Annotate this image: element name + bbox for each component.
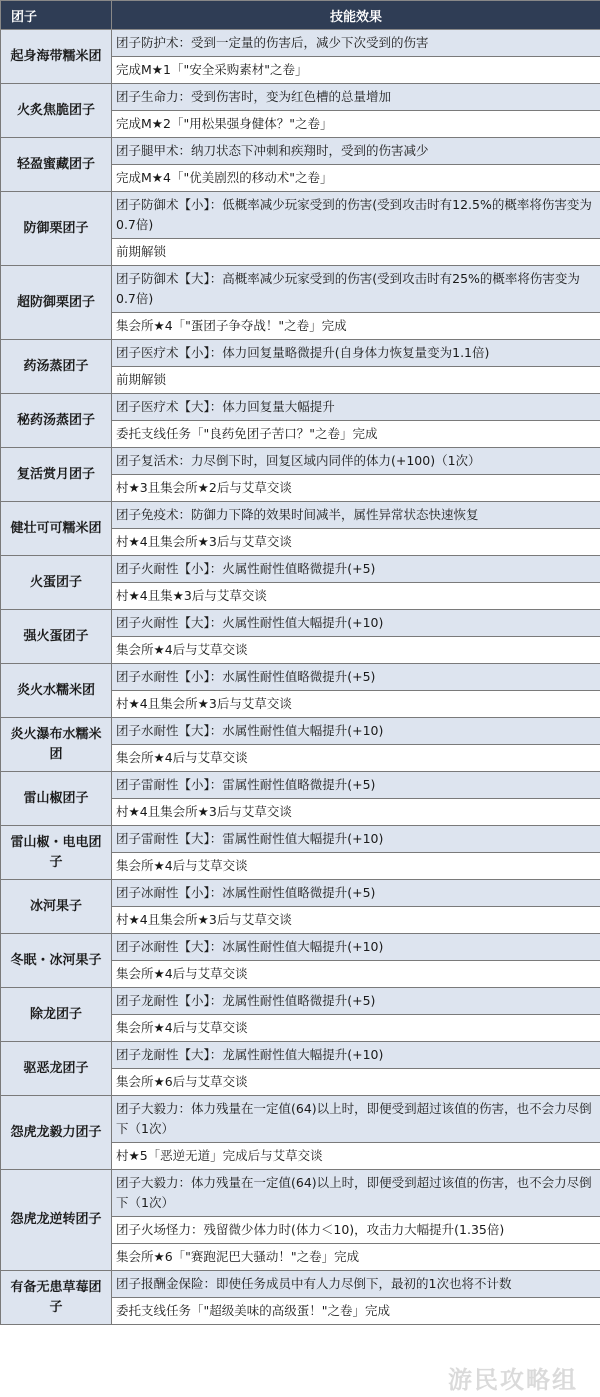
- skill-effect: 团子雷耐性【小】：雷属性耐性值略微提升(+5): [112, 772, 600, 799]
- skill-effect: 团子报酬金保险：即使任务成员中有人力尽倒下，最初的1次也将不计数: [112, 1271, 600, 1298]
- dango-name: 除龙团子: [1, 988, 112, 1042]
- dango-name: 强火蛋团子: [1, 610, 112, 664]
- dango-name: 火炙焦脆团子: [1, 84, 112, 138]
- skill-effect: 团子腿甲术：纳刀状态下冲刺和疾翔时，受到的伤害减少: [112, 138, 600, 165]
- table-row: [1, 1271, 600, 1298]
- dango-name: 雷山椒团子: [1, 772, 112, 826]
- skill-effect: 团子防御术【大】：高概率减少玩家受到的伤害(受到攻击时有25%的概率将伤害变为0.7倍): [112, 266, 600, 313]
- table-row: [1, 826, 600, 853]
- table-header-row: [1, 1, 600, 30]
- skill-effect: 团子水耐性【大】：水属性耐性值大幅提升(+10): [112, 718, 600, 745]
- skill-effect: 团子医疗术【小】：体力回复量略微提升(自身体力恢复量变为1.1倍): [112, 340, 600, 367]
- skill-effect: 团子复活术：力尽倒下时，回复区域内同伴的体力(+100)（1次）: [112, 448, 600, 475]
- unlock-condition: 集会所★4后与艾草交谈: [112, 853, 600, 880]
- dango-name: 怨虎龙毅力团子: [1, 1096, 112, 1170]
- dango-name: 怨虎龙逆转团子: [1, 1170, 112, 1271]
- table-row: [1, 880, 600, 907]
- unlock-condition: 村★4且集会所★3后与艾草交谈: [112, 529, 600, 556]
- dango-name: 药汤蒸团子: [1, 340, 112, 394]
- table-row: [1, 138, 600, 165]
- unlock-condition: 完成M★2「"用松果强身健体？"之卷」: [112, 111, 600, 138]
- skill-effect: 团子生命力：受到伤害时，变为红色槽的总量增加: [112, 84, 600, 111]
- unlock-condition: 完成M★4「"优美剧烈的移动术"之卷」: [112, 165, 600, 192]
- table-row: [1, 718, 600, 745]
- dango-name: 复活赏月团子: [1, 448, 112, 502]
- dango-name: 炎火水糯米团: [1, 664, 112, 718]
- skill-effect: 团子火场怪力：残留微少体力时(体力＜10)，攻击力大幅提升(1.35倍): [112, 1217, 600, 1244]
- skill-effect: 团子龙耐性【小】：龙属性耐性值略微提升(+5): [112, 988, 600, 1015]
- unlock-condition: 村★3且集会所★2后与艾草交谈: [112, 475, 600, 502]
- skill-effect: 团子火耐性【小】：火属性耐性值略微提升(+5): [112, 556, 600, 583]
- header-dango: 团子: [1, 1, 112, 30]
- dango-name: 冬眠・冰河果子: [1, 934, 112, 988]
- unlock-condition: 村★4且集★3后与艾草交谈: [112, 583, 600, 610]
- dango-name: 健壮可可糯米团: [1, 502, 112, 556]
- table-row: [1, 772, 600, 799]
- dango-name: 超防御栗团子: [1, 266, 112, 340]
- skill-effect: 团子医疗术【大】：体力回复量大幅提升: [112, 394, 600, 421]
- dango-name: 起身海带糯米团: [1, 30, 112, 84]
- unlock-condition: 集会所★4后与艾草交谈: [112, 745, 600, 772]
- skill-effect: 团子冰耐性【小】：冰属性耐性值略微提升(+5): [112, 880, 600, 907]
- unlock-condition: 集会所★4「"蛋团子争夺战！"之卷」完成: [112, 313, 600, 340]
- unlock-condition: 集会所★6后与艾草交谈: [112, 1069, 600, 1096]
- table-row: [1, 664, 600, 691]
- table-row: [1, 556, 600, 583]
- table-row: [1, 934, 600, 961]
- skill-effect: 团子龙耐性【大】：龙属性耐性值大幅提升(+10): [112, 1042, 600, 1069]
- unlock-condition: 集会所★4后与艾草交谈: [112, 1015, 600, 1042]
- dango-name: 防御栗团子: [1, 192, 112, 266]
- table-row: [1, 192, 600, 239]
- skill-effect: 团子大毅力：体力残量在一定值(64)以上时，即便受到超过该值的伤害，也不会力尽倒下（1次）: [112, 1096, 600, 1143]
- table-row: [1, 1170, 600, 1217]
- skill-effect: 团子防护术：受到一定量的伤害后，减少下次受到的伤害: [112, 30, 600, 57]
- table-row: [1, 610, 600, 637]
- table-row: [1, 394, 600, 421]
- unlock-condition: 村★4且集会所★3后与艾草交谈: [112, 907, 600, 934]
- dango-name: 轻盈蜜藏团子: [1, 138, 112, 192]
- unlock-condition: 前期解锁: [112, 367, 600, 394]
- dango-name: 冰河果子: [1, 880, 112, 934]
- unlock-condition: 村★4且集会所★3后与艾草交谈: [112, 799, 600, 826]
- dango-name: 驱恶龙团子: [1, 1042, 112, 1096]
- skill-effect: 团子防御术【小】：低概率减少玩家受到的伤害(受到攻击时有12.5%的概率将伤害变为0.7倍): [112, 192, 600, 239]
- unlock-condition: 集会所★4后与艾草交谈: [112, 637, 600, 664]
- skill-effect: 团子水耐性【小】：水属性耐性值略微提升(+5): [112, 664, 600, 691]
- dango-name: 火蛋团子: [1, 556, 112, 610]
- unlock-condition: 集会所★4后与艾草交谈: [112, 961, 600, 988]
- skill-effect: 团子雷耐性【大】：雷属性耐性值大幅提升(+10): [112, 826, 600, 853]
- unlock-condition: 集会所★6「"赛跑泥巴大骚动！"之卷」完成: [112, 1244, 600, 1271]
- unlock-condition: 村★4且集会所★3后与艾草交谈: [112, 691, 600, 718]
- skill-effect: 团子免疫术：防御力下降的效果时间减半，属性异常状态快速恢复: [112, 502, 600, 529]
- table-row: [1, 448, 600, 475]
- dango-name: 雷山椒・电电团子: [1, 826, 112, 880]
- table-row: [1, 1096, 600, 1143]
- table-body: [1, 30, 600, 1325]
- table-row: [1, 266, 600, 313]
- table-row: [1, 502, 600, 529]
- unlock-condition: 完成M★1「"安全采购素材"之卷」: [112, 57, 600, 84]
- dango-name: 炎火瀑布水糯米团: [1, 718, 112, 772]
- header-effect: 技能效果: [112, 1, 600, 30]
- skill-effect: 团子冰耐性【大】：冰属性耐性值大幅提升(+10): [112, 934, 600, 961]
- unlock-condition: 前期解锁: [112, 239, 600, 266]
- table-row: [1, 1042, 600, 1069]
- table-row: [1, 988, 600, 1015]
- skill-effect: 团子大毅力：体力残量在一定值(64)以上时，即便受到超过该值的伤害，也不会力尽倒下（1次）: [112, 1170, 600, 1217]
- table-row: [1, 30, 600, 57]
- table-row: [1, 340, 600, 367]
- table-row: [1, 84, 600, 111]
- unlock-condition: 村★5「恶逆无道」完成后与艾草交谈: [112, 1143, 600, 1170]
- watermark: 游民攻略组: [448, 1366, 578, 1394]
- unlock-condition: 委托支线任务「"超级美味的高级蛋！"之卷」完成: [112, 1298, 600, 1325]
- dango-name: 秘药汤蒸团子: [1, 394, 112, 448]
- unlock-condition: 委托支线任务「"良药免团子苦口？"之卷」完成: [112, 421, 600, 448]
- dango-name: 有备无患草莓团子: [1, 1271, 112, 1325]
- skill-effect: 团子火耐性【大】：火属性耐性值大幅提升(+10): [112, 610, 600, 637]
